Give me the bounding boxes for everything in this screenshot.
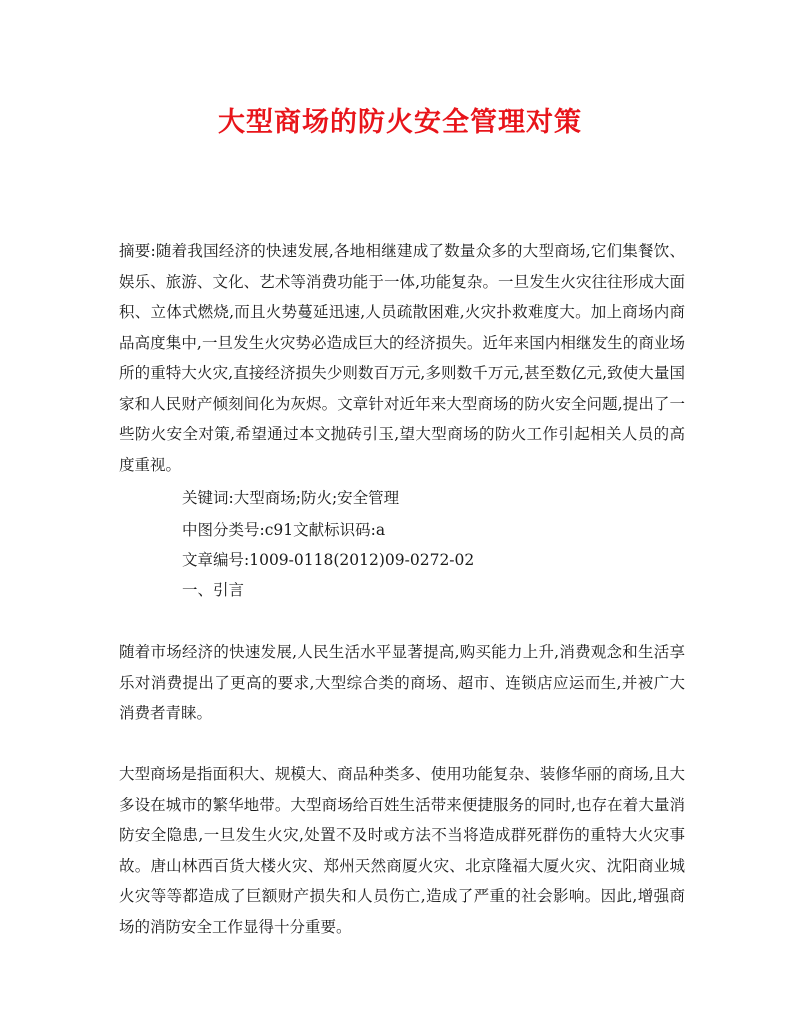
document-title: 大型商场的防火安全管理对策 — [218, 107, 582, 138]
body-paragraph: 大型商场是指面积大、规模大、商品种类多、使用功能复杂、装修华丽的商场,且大多设在城市的繁华地带。大型商场给百姓生活带来便捷服务的同时,也存在着大量消防安全隐患,一旦发生火灾,处置不及时或方法不当将造成群死群伤的重特大火灾事故。唐山林西百货大楼火灾、郑州天然商厦火灾、北京隆福大厦火灾、沈阳商业城火灾等等都造成了巨额财产损失和人员伤亡,造成了严重的社会影响。因此,增强商场的消防安全工作显得十分重要。 — [119, 765, 685, 936]
abstract-paragraph: 摘要:随着我国经济的快速发展,各地相继建成了数量众多的大型商场,它们集餐饮、娱乐、旅游、文化、艺术等消费功能于一体,功能复杂。一旦发生火灾往往形成大面积、立体式燃烧,而且火势蔓延迅速,人员疏散困难,火灾扑救难度大。加上商场内商品高度集中,一旦发生火灾势必造成巨大的经济损失。近年来国内相继发生的商业场所的重特大火灾,直接经济损失少则数百万元,多则数千万元,甚至数亿元,致使大量国家和人民财产倾刻间化为灰烬。文章针对近年来大型商场的防火安全问题,提出了一些防火安全对策,希望通过本文抛砖引玉,望大型商场的防火工作引起相关人员的高度重视。 — [119, 242, 685, 474]
classification-line: 中图分类号:c91文献标识码:a — [182, 521, 386, 539]
article-number-line: 文章编号:1009-0118(2012)09-0272-02 — [182, 551, 475, 569]
body-paragraph: 随着市场经济的快速发展,人民生活水平显著提高,购买能力上升,消费观念和生活享乐对消费提出了更高的要求,大型综合类的商场、超市、连锁店应运而生,并被广大消费者青睐。 — [119, 643, 685, 722]
section-heading: 一、引言 — [182, 581, 245, 599]
keywords-line: 关键词:大型商场;防火;安全管理 — [182, 489, 400, 507]
